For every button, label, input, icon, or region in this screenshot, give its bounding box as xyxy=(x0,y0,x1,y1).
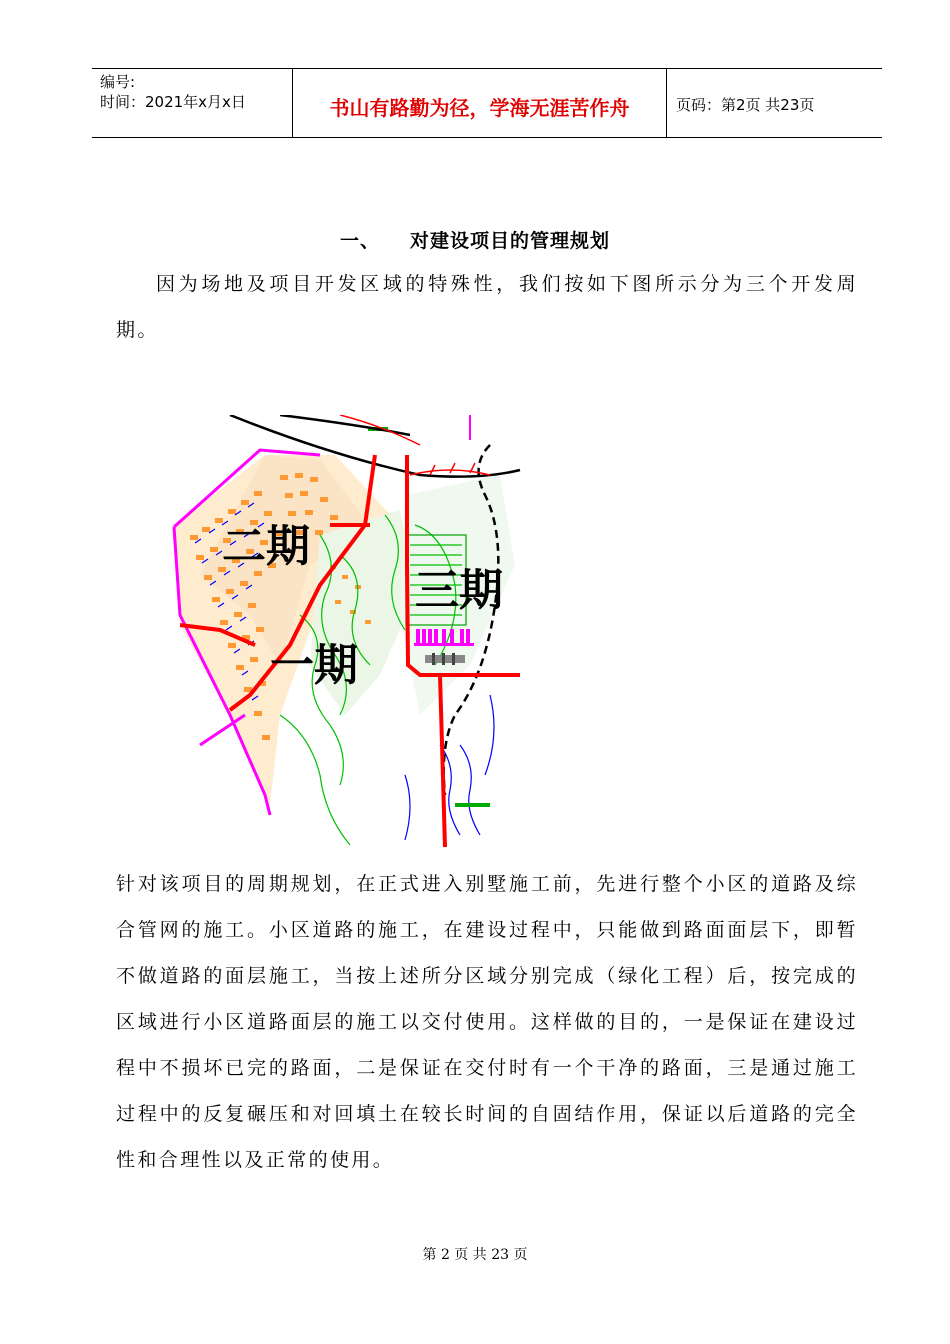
intro-paragraph: 因为场地及项目开发区域的特殊性，我们按如下图所示分为三个开发周期。 xyxy=(116,273,858,341)
page-footer: 第 2 页 共 23 页 xyxy=(422,1247,528,1263)
phase-2-label: 二期 xyxy=(222,521,310,572)
header-info-cell xyxy=(92,69,292,137)
phase-3-label: 三期 xyxy=(415,565,503,616)
site-plan-image xyxy=(170,415,522,847)
document-time-label: 时间：2021年x月x日 xyxy=(100,93,246,111)
header-motto: 书山有路勤为径，学海无涯苦作舟 xyxy=(329,96,630,120)
planning-paragraph: 针对该项目的周期规划，在正式进入别墅施工前，先进行整个小区的道路及综合管网的施工。小区道路的施工，在建设过程中，只能做到路面面层下，即暂不做道路的面层施工，当按上述所分区域分别完成（绿化工程）后，按完成的区域进行小区道路面层的施工以交付使用。这样做的目的，一是保证在建设过程中不损坏已完的路面，二是保证在交付时有一个干净的路面，三是通过施工过程中的反复碾压和对回填土在较长时间的自固结作用，保证以后道路的完全性和合理性以及正常的使用。 xyxy=(116,873,858,1171)
section-heading xyxy=(0,226,950,253)
section-title: 对建设项目的管理规划 xyxy=(410,230,611,252)
phase-1-label: 一期 xyxy=(270,640,358,691)
header-page-cell xyxy=(666,69,882,137)
document-number-label: 编号: xyxy=(100,73,136,91)
header-motto-cell xyxy=(292,69,667,137)
header-page-code: 页码：第2页 共23页 xyxy=(676,96,815,114)
page-header xyxy=(92,68,882,138)
section-number: 一、 xyxy=(339,230,380,252)
